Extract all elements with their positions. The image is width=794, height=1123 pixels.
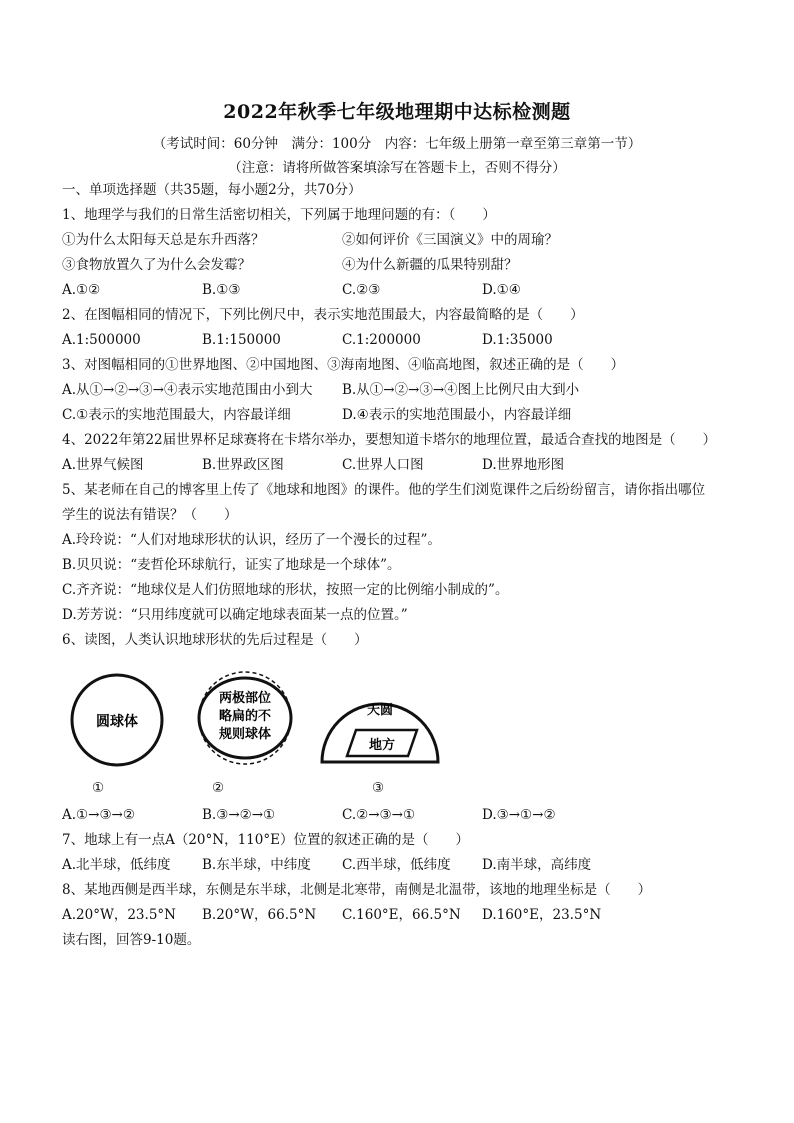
q5-stem-line-1: 5、某老师在自己的博客里上传了《地球和地图》的课件。他的学生们浏览课件之后纷纷留言，请你指出哪位 (62, 482, 706, 498)
q2-option-a: A.1:500000 (62, 332, 141, 348)
q4-option-a: A.世界气候图 (62, 457, 144, 473)
fig2-text-line-2: 略扁的不 (218, 709, 272, 724)
q5-option-c: C.齐齐说：“地球仪是人们仿照地球的形状，按照一定的比例缩小制成的”。 (62, 582, 509, 598)
q2-option-c: C.1:200000 (342, 332, 421, 348)
q7-stem: 7、地球上有一点A（20°N，110°E）位置的叙述正确的是（ ） (62, 832, 469, 848)
q3-option-c: C.①表示的实地范围最大，内容最详细 (62, 407, 291, 423)
q1-statement-2: ②如何评价《三国演义》中的周瑜？ (342, 232, 558, 248)
q1-option-d: D.①④ (482, 282, 521, 298)
fig-label-3: ③ (372, 780, 385, 796)
q2-option-b: B.1:150000 (202, 332, 281, 348)
q7-option-d: D.南半球，高纬度 (482, 857, 592, 873)
earth-shape-diagram (60, 664, 480, 804)
q8-option-a: A.20°W，23.5°N (62, 907, 176, 923)
fig3-sky-text: 天圆 (366, 703, 394, 718)
q4-option-b: B.世界政区图 (202, 457, 284, 473)
q6-option-d: D.③→①→② (482, 807, 556, 823)
q5-option-b: B.贝贝说：“麦哲伦环球航行，证实了地球是一个球体”。 (62, 557, 401, 573)
q7-option-c: C.西半球，低纬度 (342, 857, 451, 873)
q4-stem: 4、2022年第22届世界杯足球赛将在卡塔尔举办，要想知道卡塔尔的地理位置，最适合查找的地图是（ ） (62, 432, 717, 448)
q8-stem: 8、某地西侧是西半球，东侧是东半球，北侧是北寒带，南侧是北温带，该地的地理坐标是（ ） (62, 882, 652, 898)
q5-option-d: D.芳芳说：“只用纬度就可以确定地球表面某一点的位置。” (62, 607, 408, 623)
section-heading: 一、单项选择题（共35题，每小题2分，共70分） (62, 182, 362, 198)
exam-info: （考试时间：60分钟 满分：100分 内容：七年级上册第一章至第三章第一节） (152, 136, 642, 152)
q3-stem: 3、对图幅相同的①世界地图、②中国地图、③海南地图、④临高地图，叙述正确的是（ ） (62, 357, 625, 373)
q6-option-b: B.③→②→① (202, 807, 276, 823)
earth-shape-figure (60, 664, 480, 804)
q3-option-b: B.从①→②→③→④图上比例尺由大到小 (342, 382, 580, 398)
q1-statement-4: ④为什么新疆的瓜果特别甜？ (342, 257, 518, 273)
q3-option-d: D.④表示的实地范围最小，内容最详细 (342, 407, 572, 423)
fig-label-1: ① (92, 780, 105, 796)
fig1-text: 圆球体 (96, 714, 138, 730)
q1-stem: 1、地理学与我们的日常生活密切相关，下列属于地理问题的有：（ ） (62, 207, 496, 223)
q4-option-d: D.世界地形图 (482, 457, 565, 473)
q8-option-b: B.20°W，66.5°N (202, 907, 317, 923)
q1-option-a: A.①② (62, 282, 101, 298)
q6-option-c: C.②→③→① (342, 807, 416, 823)
q3-option-a: A.从①→②→③→④表示实地范围由小到大 (62, 382, 313, 398)
exam-title: 2022年秋季七年级地理期中达标检测题 (223, 101, 571, 123)
q1-option-b: B.①③ (202, 282, 241, 298)
fig-label-2: ② (212, 780, 225, 796)
q2-option-d: D.1:35000 (482, 332, 553, 348)
q1-option-c: C.②③ (342, 282, 381, 298)
q5-stem-line-2: 学生的说法有错误？（ ） (62, 507, 238, 523)
read-figure-prompt: 读右图，回答9-10题。 (62, 932, 201, 948)
fig2-text-line-3: 规则球体 (218, 727, 272, 742)
q4-option-c: C.世界人口图 (342, 457, 424, 473)
q1-statement-3: ③食物放置久了为什么会发霉？ (62, 257, 251, 273)
q2-stem: 2、在图幅相同的情况下，下列比例尺中，表示实地范围最大，内容最简略的是（ ） (62, 307, 584, 323)
fig2-text-line-1: 两极部位 (218, 691, 272, 706)
q8-option-d: D.160°E，23.5°N (482, 907, 602, 923)
q6-option-a: A.①→③→② (62, 807, 135, 823)
q1-statement-1: ①为什么太阳每天总是东升西落？ (62, 232, 265, 248)
q5-option-a: A.玲玲说：“人们对地球形状的认识，经历了一个漫长的过程”。 (62, 532, 441, 548)
fig3-earth-text: 地方 (368, 738, 396, 753)
q7-option-a: A.北半球，低纬度 (62, 857, 171, 873)
exam-notice: （注意：请将所做答案填涂写在答题卡上，否则不得分） (228, 160, 566, 176)
q8-option-c: C.160°E，66.5°N (342, 907, 461, 923)
q7-option-b: B.东半球，中纬度 (202, 857, 311, 873)
q6-stem: 6、读图，人类认识地球形状的先后过程是（ ） (62, 632, 368, 648)
